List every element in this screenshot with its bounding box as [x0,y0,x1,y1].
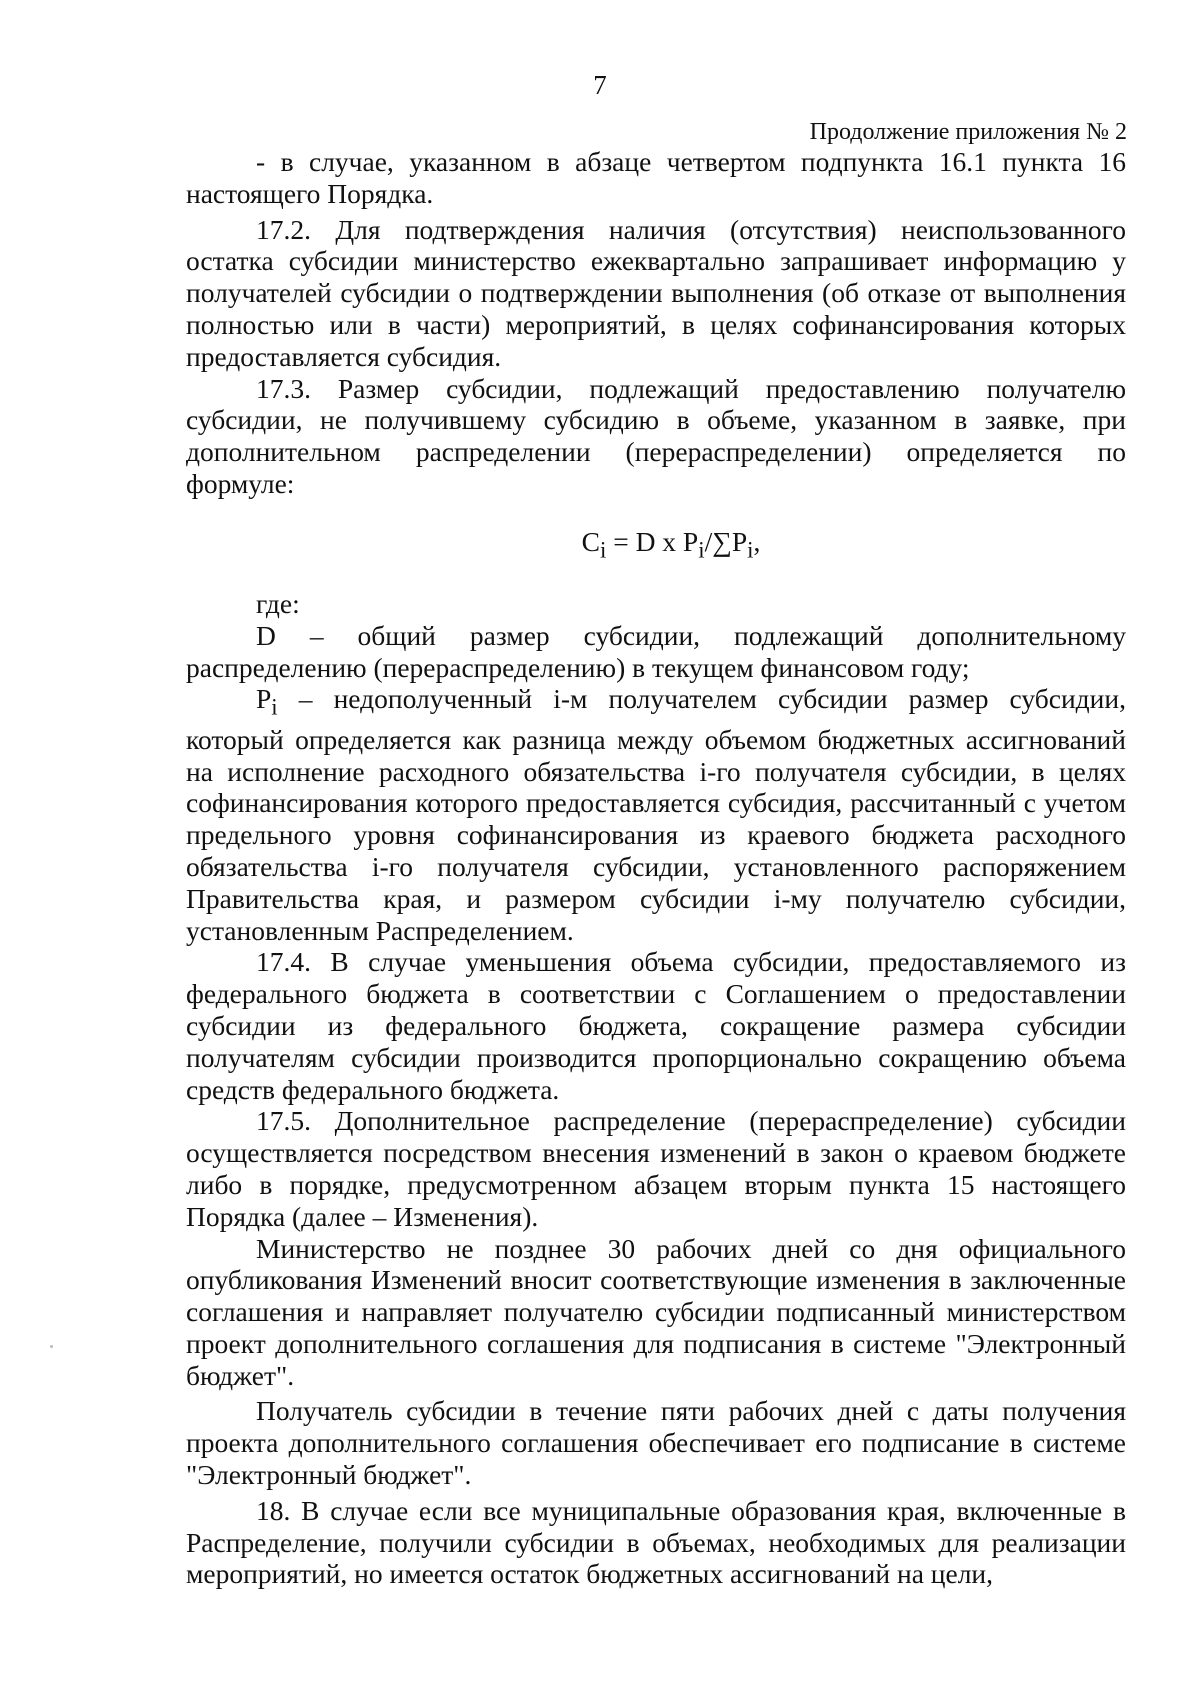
formula-text: $C_i = D$ x $P_i/\sum P_i$, [581,525,761,563]
paragraph-17-3: 17.3. Размер субсидии, подлежащий предоставлению получателю субсидии, не получившему субсидию в объеме, указанном в заявке, при дополнительном распределении (перераспределении) определяется по формуле: [186,372,1126,499]
paragraph-16-1-ref: - в случае, указанном в абзаце четвертом подпункта 16.1 пункта 16 настоящего Порядка. [186,146,1126,209]
paragraph-recipient: Получатель субсидии в течение пяти рабочих дней с даты получения проекта дополнительного соглашения обеспечивает его подписание в системе "Электронный бюджет". [186,1395,1126,1491]
page-number: 7 [593,70,607,100]
document-body [186,146,1126,1590]
paragraph-17-2: 17.2. Для подтверждения наличия (отсутствия) неиспользованного остатка субсидии министерство ежеквартально запрашивает информацию у получателей субсидии о подтверждении выполнения (об отказе от выполнения полностью или в части) мероприятий, в целях софинансирования которых предоставляется субсидия. [186,213,1126,372]
definition-d: D – общий размер субсидии, подлежащий дополнительному распределению (перераспределению) в текущем финансовом году; [186,619,1126,683]
appendix-continuation-header: Продолжение приложения № 2 [809,119,1127,145]
paragraph-17-5: 17.5. Дополнительное распределение (перераспределение) субсидии осуществляется посредством внесения изменений в закон о краевом бюджете либо в порядке, предусмотренном абзацем вторым пункта 15 настоящего Порядка (далее – Изменения). [186,1105,1126,1232]
scan-speck [50,1345,53,1348]
paragraph-18: 18. В случае если все муниципальные образования края, включенные в Распределение, получили субсидии в объемах, необходимых для реализации мероприятий, но имеется остаток бюджетных ассигнований на цели, [186,1494,1126,1590]
paragraph-ministry: Министерство не позднее 30 рабочих дней со дня официального опубликования Изменений вносит соответствующие изменения в заключенные соглашения и направляет получателю субсидии подписанный министерством проект дополнительного соглашения для подписания в системе "Электронный бюджет". [186,1232,1126,1391]
paragraph-17-4: 17.4. В случае уменьшения объема субсидии, предоставляемого из федерального бюджета в соответствии с Соглашением о предоставлении субсидии из федерального бюджета, сокращение размера субсидии получателям субсидии производится пропорционально сокращению объема средств федерального бюджета. [186,946,1126,1105]
definition-pi: $P_i$ – недополученный i-м получателем субсидии размер субсидии, который определяется как разница между объемом бюджетных ассигнований на исполнение расходного обязательства i-го получателя субсидии, в целях софинансирования которого предоставляется субсидия, рассчитанный с учетом предельного уровня софинансирования из краевого бюджета расходного обязательства i-го получателя субсидии, установленного распоряжением Правительства края, и размером субсидии i-му получателю субсидии, установленным Распределением. [186,683,1126,946]
formula [186,526,1126,566]
where-label: где: [256,588,300,620]
